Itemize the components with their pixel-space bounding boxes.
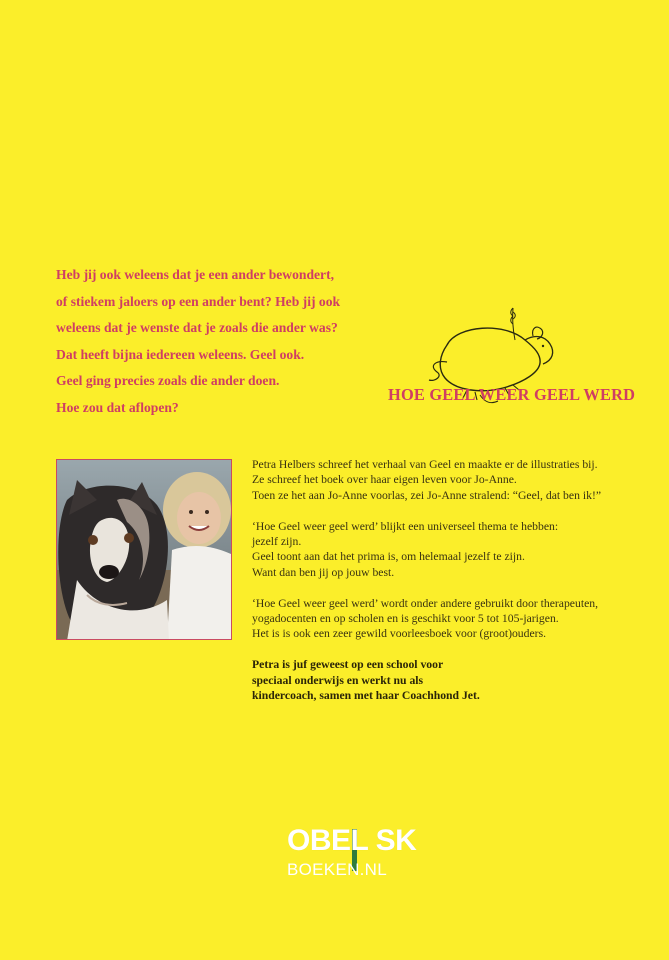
bio-line: Want dan ben jij op jouw best. [252,565,395,579]
teaser-line: Hoe zou dat aflopen? [56,399,179,415]
bio-line: ‘Hoe Geel weer geel werd’ wordt onder andere gebruikt door therapeuten, [252,596,599,610]
bio-paragraph [252,457,652,503]
bio-line: Petra Helbers schreef het verhaal van Geel en maakte er de illustraties bij. [252,458,598,471]
logo-domain: BOEKEN.NL [287,860,388,879]
teaser-line: Geel ging precies zoals die ander doen. [56,373,280,388]
bio-paragraph [252,596,652,642]
publisher-logo [287,820,417,886]
author-with-dog-image [57,460,232,640]
author-photo [56,459,232,640]
logo-wordmark: OBEL SK [287,824,417,857]
bio-line: jezelf zijn. [252,535,302,549]
bio-highlight [252,657,652,703]
bio-paragraph [252,519,652,581]
bio-bold-line: speciaal onderwijs en werkt nu als [252,673,424,687]
bio-line: yogadocenten en op scholen en is geschikt voor 5 tot 105-jarigen. [252,612,559,626]
teaser-line: Dat heeft bijna iedereen weleens. Geel ook. [56,346,305,362]
teaser-line: of stiekem jaloers op een ander bent? Heb jij ook [56,293,341,309]
bio-bold-line: kindercoach, samen met haar Coachhond Jet. [252,689,480,703]
bio-line: Geel toont aan dat het prima is, om helemaal jezelf te zijn. [252,550,525,564]
back-cover-teaser [56,262,436,421]
bio-line: Ze schreef het boek over haar eigen leven voor Jo-Anne. [252,473,517,487]
bio-line: ‘Hoe Geel weer geel werd’ blijkt een universeel thema te hebben: [252,519,559,533]
bio-bold-line: Petra is juf geweest op een school voor [252,658,444,672]
book-title: HOE GEEL WEER GEEL WERD [388,385,636,404]
teaser-line: weleens dat je wenste dat je zoals die ander was? [56,320,338,335]
bio-line: Toen ze het aan Jo-Anne voorlas, zei Jo-Anne stralend: “Geel, dat ben ik!” [252,488,602,502]
bio-line: Het is is ook een zeer gewild voorleesboek voor (groot)ouders. [252,627,547,641]
book-title-logo [385,300,636,415]
author-bio [252,457,652,719]
teaser-line: Heb jij ook weleens dat je een ander bewondert, [56,267,335,282]
